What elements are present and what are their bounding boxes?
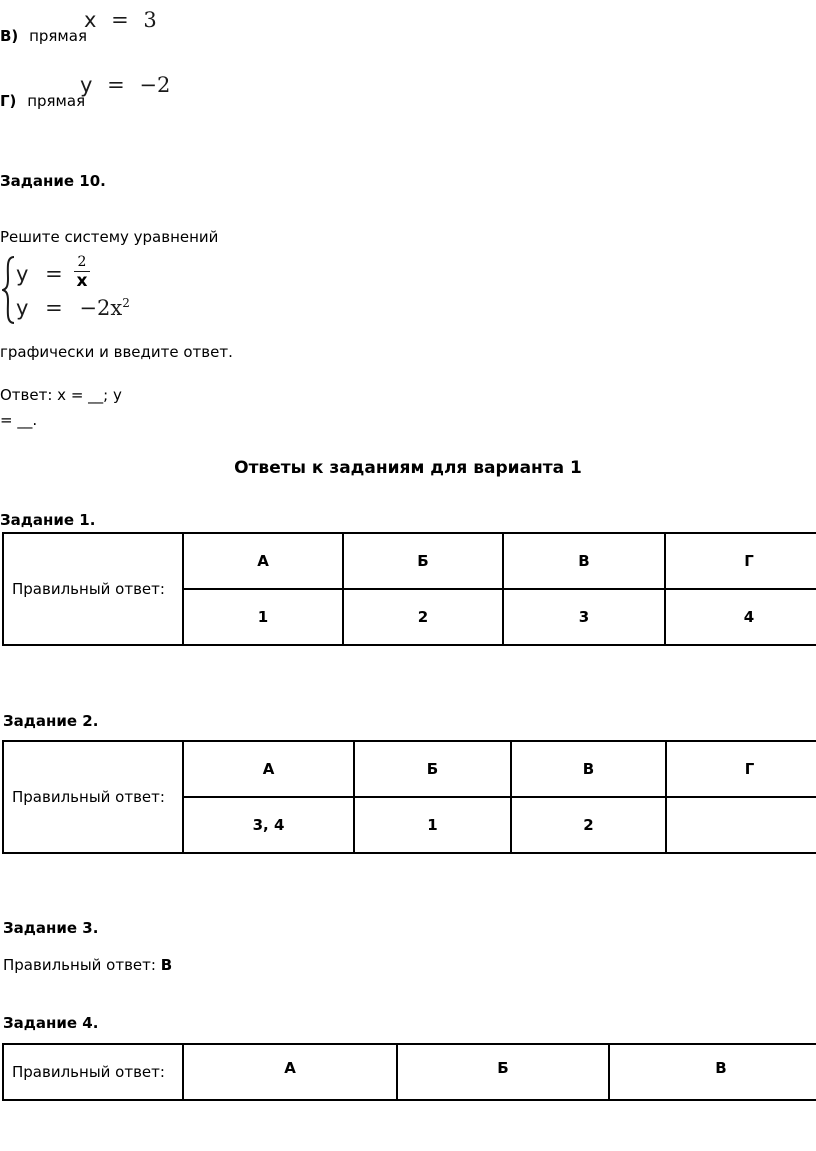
task3-answer	[3, 956, 172, 974]
item-v-marker: В)	[0, 27, 19, 45]
eq2-sign: =	[45, 296, 63, 320]
table-value-cell: 4	[665, 589, 816, 645]
table-header-cell: Б	[397, 1044, 609, 1100]
answer-label: Правильный ответ:	[3, 741, 183, 853]
task2-title: Задание 2.	[3, 712, 99, 730]
eq1-numerator: 2	[77, 254, 87, 270]
table-header-cell: А	[183, 1044, 397, 1100]
table-header-cell: А	[183, 741, 354, 797]
task3-title: Задание 3.	[3, 919, 99, 937]
table-value-cell: 2	[511, 797, 666, 853]
eq-var: x	[84, 8, 97, 32]
answer-label: Правильный ответ:	[3, 533, 183, 645]
eq1-sign: =	[45, 262, 63, 286]
table-header-cell: А	[183, 533, 343, 589]
table-value-cell	[666, 797, 816, 853]
item-g-equation	[80, 73, 170, 97]
eq2-exponent: 2	[122, 296, 130, 310]
task1-title: Задание 1.	[0, 511, 96, 529]
task4-answer-table	[2, 1043, 816, 1101]
eq1-fraction	[74, 255, 90, 289]
answers-heading: Ответы к заданиям для варианта 1	[234, 458, 582, 478]
eq-value: −2	[139, 73, 171, 97]
item-v-text: прямая	[29, 27, 87, 45]
item-g-marker: Г)	[0, 92, 17, 110]
table-header-cell: Г	[665, 533, 816, 589]
task4-title: Задание 4.	[3, 1014, 99, 1032]
task1-answer-table	[2, 532, 816, 646]
system-eq1	[16, 262, 63, 286]
eq-value: 3	[143, 8, 157, 32]
table-header-cell: В	[511, 741, 666, 797]
task10-answer-line2: = __.	[0, 411, 38, 429]
item-g	[0, 92, 85, 110]
task3-answer-prefix: Правильный ответ:	[3, 956, 161, 974]
table-header-cell: Г	[666, 741, 816, 797]
task10-answer-line1: Ответ: x = __; y	[0, 386, 122, 404]
eq-sign: =	[111, 8, 129, 32]
table-header-cell: Б	[343, 533, 503, 589]
system-brace-icon	[2, 255, 16, 325]
eq2-var: y	[16, 296, 29, 320]
table-value-cell: 1	[183, 589, 343, 645]
table-value-cell: 1	[354, 797, 511, 853]
task10-prompt: Решите систему уравнений	[0, 228, 219, 246]
system-eq2	[16, 296, 130, 320]
table-header-cell: В	[609, 1044, 816, 1100]
table-header-cell: Б	[354, 741, 511, 797]
task3-answer-value: В	[160, 956, 173, 974]
item-g-text: прямая	[27, 92, 86, 110]
table-value-cell: 3	[503, 589, 665, 645]
task10-after: графически и введите ответ.	[0, 343, 233, 361]
table-value-cell: 2	[343, 589, 503, 645]
item-v	[0, 27, 87, 45]
table-header-cell: В	[503, 533, 665, 589]
item-v-equation	[84, 8, 157, 32]
answer-label: Правильный ответ:	[3, 1044, 183, 1100]
eq1-denominator: x	[76, 271, 88, 291]
eq-sign: =	[107, 73, 125, 97]
table-value-cell: 3, 4	[183, 797, 354, 853]
eq-var: y	[80, 73, 93, 97]
eq1-var: y	[16, 262, 29, 286]
task2-answer-table	[2, 740, 816, 854]
task10-title: Задание 10.	[0, 172, 106, 190]
eq2-rhs: −2x	[79, 296, 123, 320]
